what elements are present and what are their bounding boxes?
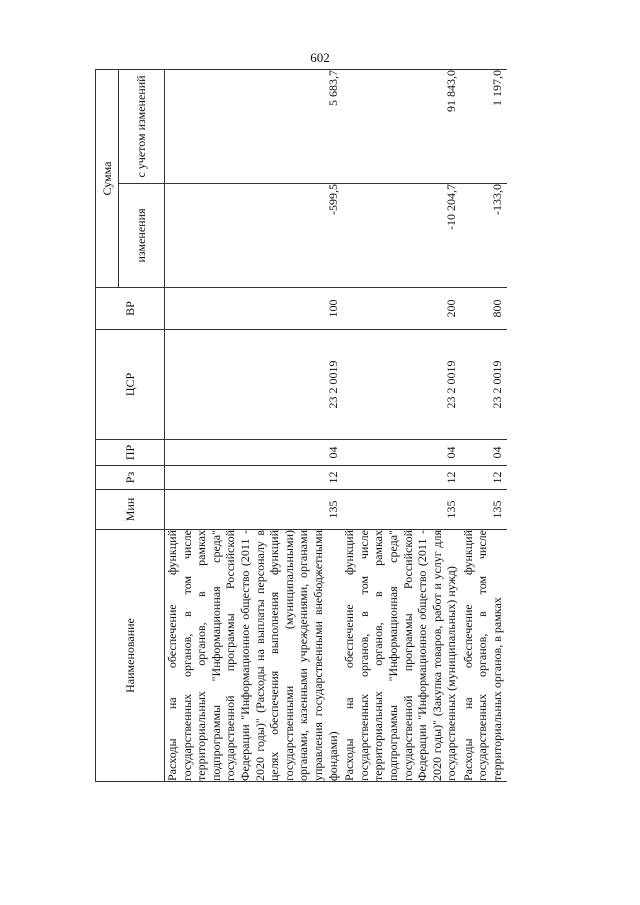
row-csr: 23 2 0019 (461, 330, 507, 440)
row-rz: 12 (461, 466, 507, 490)
row-name: Расходы на обеспечение функций государственных органов, в том числе территориальных органов, в рамках подпрограммы "Информационная среда" государственной программы Российской Федерации "Информационное общество (2011 - 2020 годы)" (Закупка товаров, работ и услуг для государственных (муниципальных) нужд) (342, 530, 461, 782)
header-with-change: с учетом изменений (119, 69, 165, 183)
header-rz: Рз (96, 466, 165, 490)
budget-table (95, 69, 507, 782)
header-vr: ВР (96, 288, 165, 330)
row-vr: 200 (342, 288, 461, 330)
table-row (165, 69, 343, 781)
page-number: 602 (310, 50, 330, 65)
header-csr: ЦСР (96, 330, 165, 440)
row-rz: 12 (342, 466, 461, 490)
row-vr: 800 (461, 288, 507, 330)
row-vr: 100 (165, 288, 343, 330)
row-change: -10 204,7 (342, 184, 461, 288)
header-min: Мин (96, 490, 165, 530)
header-change: изменения (119, 184, 165, 288)
row-change: -599,5 (165, 184, 343, 288)
row-with-change: 5 683,7 (165, 69, 343, 183)
row-min: 135 (342, 490, 461, 530)
row-change: -133,0 (461, 184, 507, 288)
row-rz: 12 (165, 466, 343, 490)
row-pr: 04 (165, 440, 343, 466)
row-min: 135 (461, 490, 507, 530)
row-pr: 04 (461, 440, 507, 466)
header-pr: ПР (96, 440, 165, 466)
row-csr: 23 2 0019 (342, 330, 461, 440)
table-row (342, 69, 461, 781)
row-name: Расходы на обеспечение функций государственных органов, в том числе территориальных органов, в рамках подпрограммы "Информационная среда" государственной программы Российской Федерации "Информационное общество (2011 - 2020 годы)" (Расходы на выплаты персоналу в целях обеспечения выполнения функций государственными (муниципальными) органами, казенными учреждениями, органами управления государственными внебюджетными фондами) (165, 530, 343, 782)
row-with-change: 1 197,0 (461, 69, 507, 183)
rotated-table-container (95, 62, 595, 782)
header-name: Наименование (96, 530, 165, 782)
row-pr: 04 (342, 440, 461, 466)
row-with-change: 91 843,0 (342, 69, 461, 183)
row-min: 135 (165, 490, 343, 530)
header-sum: Сумма (96, 69, 119, 287)
row-name: Расходы на обеспечение функций государственных органов, в том числе территориальных органов, в рамках (461, 530, 507, 782)
row-csr: 23 2 0019 (165, 330, 343, 440)
table-row (461, 69, 507, 781)
